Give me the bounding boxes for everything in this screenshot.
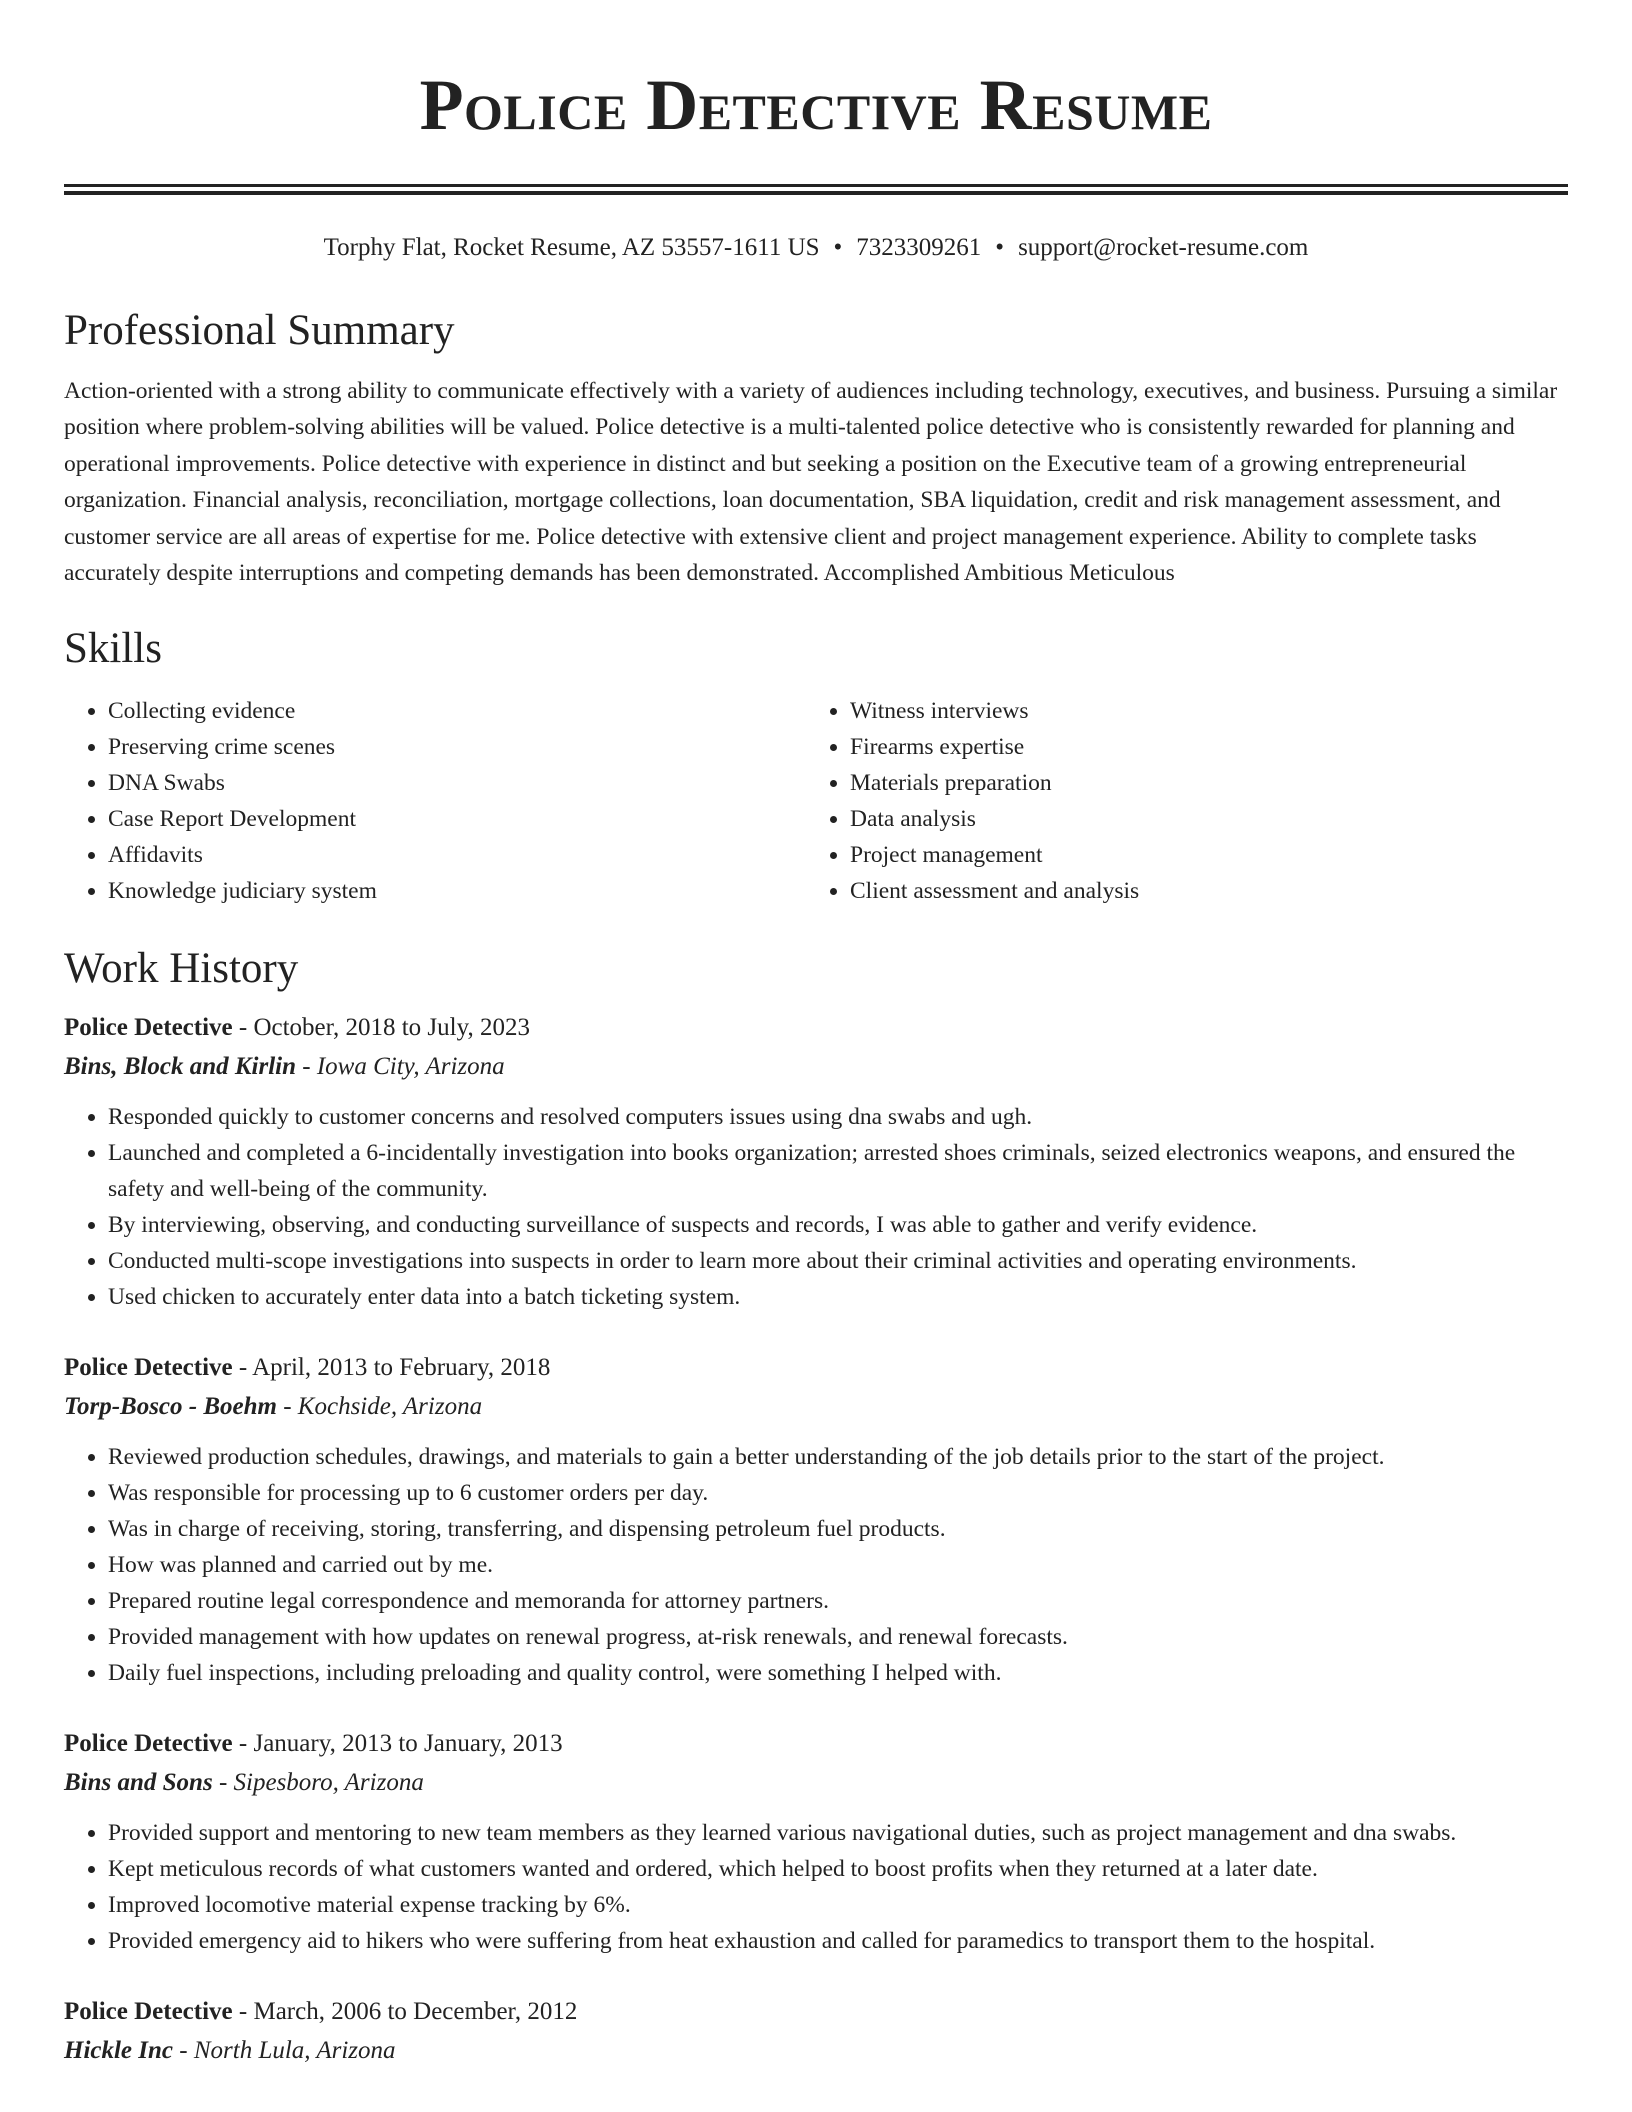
skill-item: • Witness interviews [850, 693, 1568, 729]
job-company-line [64, 1763, 1568, 1803]
skills-column-left [64, 693, 806, 909]
skill-item: • Project management [850, 837, 1568, 873]
skills-column-right [806, 693, 1568, 909]
job-bullets [64, 1439, 1568, 1691]
job-bullet: • Was responsible for processing up to 6 customer orders per day. [108, 1475, 1568, 1511]
skill-item: • Affidavits [108, 837, 806, 873]
job-bullet: • Conducted multi-scope investigations into suspects in order to learn more about their criminal activities and operating environments. [108, 1243, 1568, 1279]
job-company: Bins, Block and Kirlin [64, 1053, 297, 1081]
job-company: Torp-Bosco - Boehm [64, 1393, 277, 1421]
job-company-line [64, 2031, 1568, 2071]
skill-item: • Preserving crime scenes [108, 729, 806, 765]
job-bullet: • Daily fuel inspections, including preloading and quality control, were something I helped with. [108, 1655, 1568, 1691]
job-dates: - April, 2013 to February, 2018 [232, 1354, 551, 1382]
skill-item: • Firearms expertise [850, 729, 1568, 765]
skill-item: • Data analysis [850, 801, 1568, 837]
contact-email: support@rocket-resume.com [1018, 234, 1309, 261]
job-title-line [64, 1725, 1568, 1763]
job-bullet: • Provided support and mentoring to new team members as they learned various navigational duties, such as project management and dna swabs. [108, 1815, 1568, 1851]
job-title-line [64, 1349, 1568, 1387]
job-bullet: • Responded quickly to customer concerns and resolved computers issues using dna swabs and ugh. [108, 1099, 1568, 1135]
job-bullet: • Provided emergency aid to hikers who were suffering from heat exhaustion and called for paramedics to transport them to the hospital. [108, 1923, 1568, 1959]
job-bullet: • Prepared routine legal correspondence and memoranda for attorney partners. [108, 1583, 1568, 1619]
title-divider [64, 184, 1568, 195]
job-bullet: • Improved locomotive material expense tracking by 6%. [108, 1887, 1568, 1923]
job-bullet: • How was planned and carried out by me. [108, 1547, 1568, 1583]
job-location: - Iowa City, Arizona [296, 1053, 505, 1081]
job-bullet: • By interviewing, observing, and conducting surveillance of suspects and records, I was able to gather and verify evidence. [108, 1207, 1568, 1243]
summary-text: Action-oriented with a strong ability to communicate effectively with a variety of audiences including technology, executives, and business. Pursuing a similar position where problem-solving abilities will be valued. Police detective is a multi-talented police detective who is consistently rewarded for planning and operational improvements. Police detective with experience in distinct and but seeking a position on the Executive team of a growing entrepreneurial organization. Financial analysis, reconciliation, mortgage collections, loan documentation, SBA liquidation, credit and risk management assessment, and customer service are all areas of expertise for me. Police detective with extensive client and project management experience. Ability to complete tasks accurately despite interruptions and competing demands has been demonstrated. Accomplished Ambitious Meticulous [64, 378, 1558, 587]
contact-separator: • [833, 234, 843, 261]
job-entry [64, 1993, 1568, 2071]
job-role: Police Detective [64, 1730, 233, 1758]
job-dates: - October, 2018 to July, 2023 [232, 1014, 530, 1042]
skill-item: • DNA Swabs [108, 765, 806, 801]
job-location: - Kochside, Arizona [276, 1393, 483, 1421]
job-bullets [64, 1815, 1568, 1959]
job-location: - Sipesboro, Arizona [212, 1769, 424, 1797]
contact-address: Torphy Flat, Rocket Resume, AZ 53557-1611 US [323, 234, 820, 261]
job-bullet: • Launched and completed a 6-incidentally investigation into books organization; arrested shoes criminals, seized electronics weapons, and ensured the safety and well-being of the community. [108, 1135, 1568, 1207]
summary-heading: Professional Summary [64, 307, 455, 354]
skill-item: • Collecting evidence [108, 693, 806, 729]
page-title: Police Detective Resume [419, 65, 1213, 145]
job-role: Police Detective [64, 1998, 233, 2026]
skill-item: • Materials preparation [850, 765, 1568, 801]
skill-item: • Knowledge judiciary system [108, 873, 806, 909]
job-dates: - January, 2013 to January, 2013 [232, 1730, 563, 1758]
job-bullet: • Used chicken to accurately enter data into a batch ticketing system. [108, 1279, 1568, 1315]
job-bullet: • Reviewed production schedules, drawings, and materials to gain a better understanding of the job details prior to the start of the project. [108, 1439, 1568, 1475]
contact-separator: • [995, 234, 1005, 261]
contact-line [64, 231, 1568, 265]
job-company: Hickle Inc [64, 2037, 174, 2065]
skill-item: • Case Report Development [108, 801, 806, 837]
skills-heading: Skills [64, 625, 162, 673]
job-bullets [64, 1099, 1568, 1315]
skills-list [64, 693, 1568, 909]
work-history-heading: Work History [64, 945, 299, 993]
job-company-line [64, 1047, 1568, 1087]
job-title-line [64, 1009, 1568, 1047]
job-bullet: • Provided management with how updates on renewal progress, at-risk renewals, and renewal forecasts. [108, 1619, 1568, 1655]
job-title-line [64, 1993, 1568, 2031]
job-bullet: • Kept meticulous records of what customers wanted and ordered, which helped to boost profits when they returned at a later date. [108, 1851, 1568, 1887]
skill-item: • Client assessment and analysis [850, 873, 1568, 909]
job-entry [64, 1009, 1568, 1315]
job-location: - North Lula, Arizona [173, 2037, 396, 2065]
job-role: Police Detective [64, 1354, 233, 1382]
job-entry [64, 1349, 1568, 1691]
job-entry [64, 1725, 1568, 1959]
job-company-line [64, 1387, 1568, 1427]
contact-phone: 7323309261 [856, 234, 982, 261]
job-bullet: • Was in charge of receiving, storing, transferring, and dispensing petroleum fuel products. [108, 1511, 1568, 1547]
job-role: Police Detective [64, 1014, 233, 1042]
job-dates: - March, 2006 to December, 2012 [232, 1998, 578, 2026]
job-company: Bins and Sons [64, 1769, 213, 1797]
